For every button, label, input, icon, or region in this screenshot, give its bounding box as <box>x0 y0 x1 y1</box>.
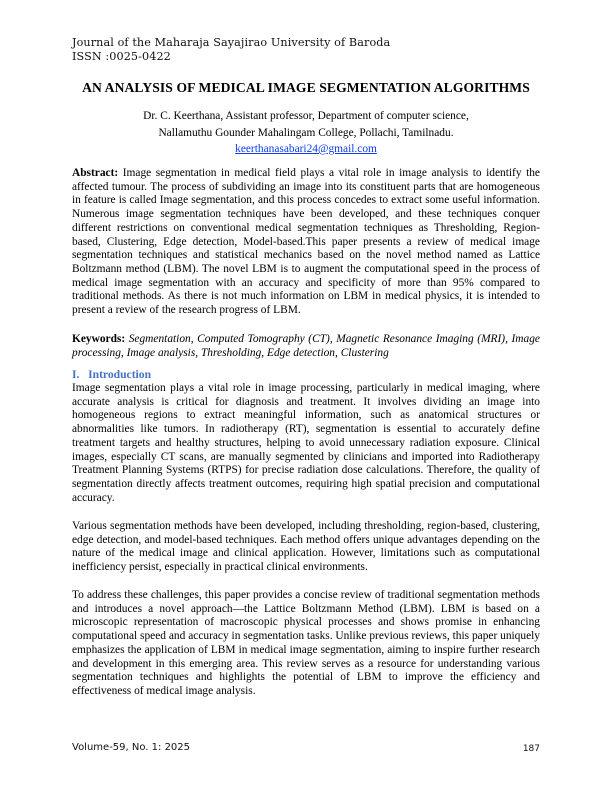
abstract <box>72 167 540 318</box>
page-number: 187 <box>522 744 540 754</box>
paper-title: AN ANALYSIS OF MEDICAL IMAGE SEGMENTATION ALGORITHMS <box>82 80 530 95</box>
intro-paragraph-3: To address these challenges, this paper provides a concise review of traditional segmentation methods and introduces a novel approach—the Lattice Boltzmann Method (LBM). LBM is based on a microscopic representation of macroscopic physical processes and shows promise in enhancing computational speed and accuracy in segmentation tasks. Unlike previous reviews, this paper uniquely emphasizes the application of LBM in medical image segmentation, aiming to inspire further research and development in this emerging area. This review serves as a resource for understanding various segmentation techniques and highlights the potential of LBM to improve the efficiency and effectiveness of medical image analysis. <box>72 589 540 697</box>
intro-paragraph-1: Image segmentation plays a vital role in image processing, particularly in medical imaging, where accurate analysis is critical for diagnosis and treatment. It involves dividing an image into homogeneous regions to extract meaningful information, such as anatomical structures or abnormalities like tumors. In radiotherapy (RT), segmentation is essential to accurately define treatment targets and healthy structures, helping to avoid unnecessary radiation exposure. Clinical images, especially CT scans, are manually segmented by clinicians and imported into Radiotherapy Treatment Planning Systems (RTPS) for precise radiation dose calculations. Therefore, the quality of segmentation directly affects treatment outcomes, requiring high spatial precision and computational accuracy. <box>72 382 540 504</box>
abstract-text: Image segmentation in medical field plays a vital role in image analysis to identify the affected tumour. The process of subdividing an image into its constituent parts that are homogeneous in feature is called Image segmentation, and this process concedes to extract some useful information. Numerous image segmentation techniques have been developed, and these techniques conquer different restrictions on conventional medical segmentation techniques as Thresholding, Region-based, Clustering, Edge detection, Model-based.This paper presents a review of medical image segmentation techniques and statistical mechanics based on the novel method named as Lattice Boltzmann method (LBM). The novel LBM is to augment the computational speed in the process of medical image segmentation with an accuracy and specificity of more than 95% compared to traditional methods. As there is not much information on LBM in medical physics, it is intended to present a review of the research progress of LBM. <box>72 167 540 317</box>
journal-header <box>72 36 390 63</box>
author-block <box>0 108 612 158</box>
journal-name: Journal of the Maharaja Sayajirao University of Baroda <box>72 36 391 49</box>
footer-volume: Volume-59, No. 1: 2025 <box>72 742 191 753</box>
author-email-link[interactable]: keerthanasabari24@gmail.com <box>235 143 377 155</box>
section-heading-introduction: I. Introduction <box>72 368 152 381</box>
issn: ISSN :0025-0422 <box>72 49 171 63</box>
author-line-2: Nallamuthu Gounder Mahalingam College, Pollachi, Tamilnadu. <box>158 126 454 139</box>
keywords-label: Keywords: <box>72 333 126 345</box>
abstract-label: Abstract: <box>72 167 119 179</box>
intro-paragraph-2: Various segmentation methods have been developed, including thresholding, region-based, clustering, edge detection, and model-based techniques. Each method offers unique advantages depending on the nature of the medical image and clinical application. However, limitations such as computational inefficiency persist, especially in practical clinical environments. <box>72 520 540 574</box>
keywords-text: Segmentation, Computed Tomography (CT), Magnetic Resonance Imaging (MRI), Image processing, Image analysis, Thresholding, Edge detection, Clustering <box>72 333 540 359</box>
keywords <box>72 333 540 360</box>
author-line-1: Dr. C. Keerthana, Assistant professor, Department of computer science, <box>143 110 469 122</box>
